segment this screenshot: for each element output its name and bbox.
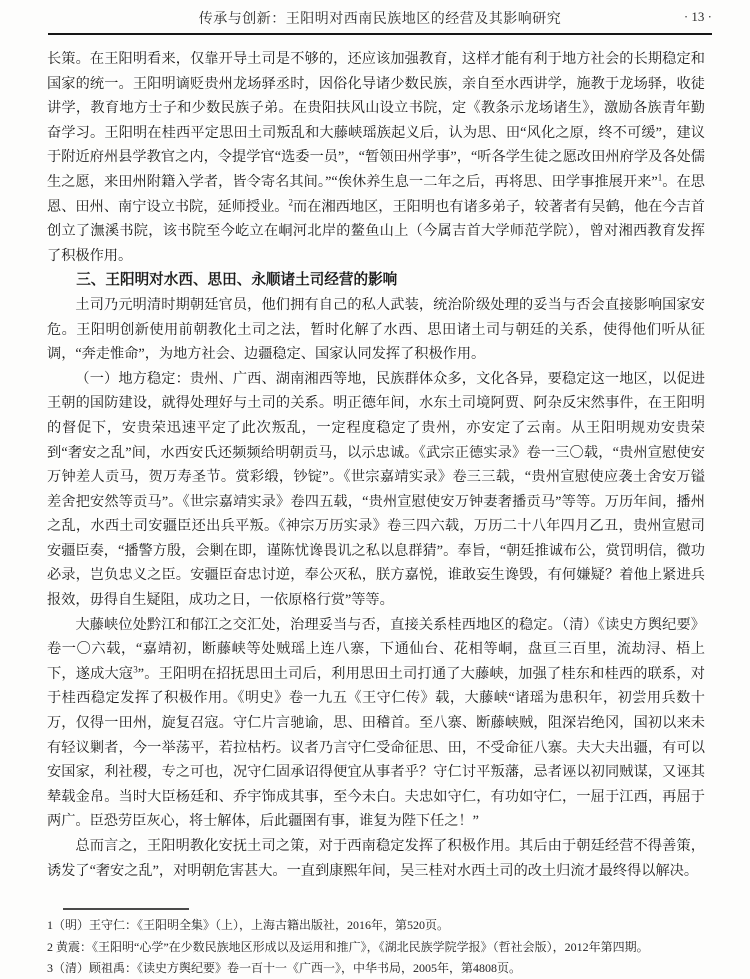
body-paragraph: 土司乃元明清时期朝廷官员，他们拥有自己的私人武装，统治阶级处理的妥当与否会直接影响国家安危。王阳明创新使用前朝教化土司之法，暂时化解了水西、思田诸土司与朝廷的关系，使得他们听从征调，“奔走惟命”，为地方社会、边疆稳定、国家认同发挥了积极作用。 <box>47 296 705 363</box>
running-title: 传承与创新：王阳明对西南民族地区的经营及其影响研究 <box>198 12 562 27</box>
page-header <box>48 8 712 30</box>
footnote-reference: 1 <box>657 172 663 183</box>
footnote-list <box>47 915 707 979</box>
footnote-reference: 3 <box>133 664 138 675</box>
footnote-reference: 2 <box>288 196 294 207</box>
article-body <box>47 47 705 883</box>
body-paragraph: 长策。在王阳明看来，仅靠开导土司是不够的，还应该加强教育，这样才能有利于地方社会的长期稳定和国家的统一。王阳明谪贬贵州龙场驿丞时，因俗化导诸少数民族，亲自至水西讲学，施教于龙场驿，收徒讲学，教育地方士子和少数民族子弟。在贵阳扶风山设立书院，定《教条示龙场诸生》，激励各族青年勤奋学习。王阳明在桂西平定思田土司叛乱和大藤峡瑶族起义后，认为思、田“风化之原，终不可缓”，建议于附近府州县学教官之内，令提学官“选委一员”，“暂领田州学事”，“听各学生徒之愿改田州府学及各处儒生之愿，来田州附籍入学者，皆令寄名其间。”“俟休养生息一二年之后，再将思、田学事推展开来”$^1$。在思恩、田州、南宁设立书院，延师授业。$^2$而在湘西地区，王阳明也有诸多弟子，较著者有吴鹤，他在今吉首创立了潕溪书院，该书院至今屹立在峒河北岸的鳌鱼山上（今属吉首大学师范学院），曾对湘西教育发挥了积极作用。 <box>47 51 705 264</box>
body-paragraph: 总而言之，王阳明教化安抚土司之策，对于西南稳定发挥了积极作用。其后由于朝廷经营不得善策，诱发了“奢安之乱”，对明朝危害甚大。一直到康熙年间，吴三桂对水西土司的改土归流才最终得以解决。 <box>47 838 705 879</box>
body-paragraph: （一）地方稳定：贵州、广西、湖南湘西等地，民族群体众多，文化各异，要稳定这一地区，以促进王朝的国防建设，就得处理好与土司的关系。明正德年间，水东土司境阿贾、阿杂反宋然事件，在王阳明的督促下，安贵荣迅速平定了此次叛乱，一定程度稳定了贵州，亦安定了云南。从王阳明规劝安贵荣到“奢安之乱”间，水西安氏还频频给明朝贡马，以示忠诚。《武宗正德实录》卷一三〇载，“贵州宣慰使安万钟差人贡马，贺万寿圣节。赏彩缎，钞锭”。《世宗嘉靖实录》卷三三载，“贵州宣慰使应袭土舍安万镒差舍把安然等贡马”。《世宗嘉靖实录》卷四五载，“贵州宣慰使安万钟妻奢播贡马”等等。万历年间，播州之乱，水西土司安疆臣还出兵平叛。《神宗万历实录》卷三四六载，万历二十八年四月乙丑，贵州宣慰司安疆臣奏，“播警方殷，会剿在即，谨陈忧谗畏讥之私以息群猜”。奉旨，“朝廷推诚布公，赏罚明信，微功必录，岂负忠义之臣。安疆臣奋忠讨逆，奉公灭私，朕方嘉悦，谁敢妄生谗毁，有何嫌疑？着他上紧进兵报效，毋得自生疑阻，成功之日，一依原格行赏”等等。 <box>47 370 705 609</box>
section-heading: 三、王阳明对水西、思田、永顺诸土司经营的影响 <box>76 272 398 289</box>
footnote-item: 3（清）顾祖禹：《读史方舆纪要》卷一百十一《广西一》，中华书局，2005年，第4808页。 <box>47 961 522 975</box>
page-number: · 13 · <box>683 9 712 24</box>
footnote-separator-rule <box>63 908 189 910</box>
body-paragraph: 大藤峡位处黔江和郁江之交汇处，治理妥当与否，直接关系桂西地区的稳定。（清）《读史方舆纪要》卷一〇六载，“嘉靖初，断藤峡等处贼瑶上连八寨，下通仙台、花相等峒，盘亘三百里，流劫浔、梧上下，遂成大寇$^3$”。王阳明在招抚思田土司后，利用思田土司打通了大藤峡，加强了桂东和桂西的联系，对于桂西稳定发挥了积极作用。《明史》卷一九五《王守仁传》载，大藤峡“诸瑶为患积年，初尝用兵数十万，仅得一田州，旋复召寇。守仁片言驰谕，思、田稽首。至八寨、断藤峡贼，阻深岩绝冈，国初以来未有轻议剿者，今一举荡平，若拉枯朽。议者乃言守仁受命征思、田，不受命征八寨。夫大夫出疆，有可以安国家，利社稷，专之可也，况守仁固承诏得便宜从事者乎？守仁讨平叛藩，忌者诬以初同贼谋，又诬其辇载金帛。当时大臣杨廷和、乔宇饰成其事，至今未白。夫忠如守仁，有功如守仁，一屈于江西，再屈于两广。臣恐劳臣灰心，将士解体，后此疆圉有事，谁复为陛下任之！” <box>47 616 705 830</box>
header-rule <box>48 33 712 35</box>
footnotes-section <box>47 908 707 979</box>
footnote-item: 2 黄震：《王阳明“心学”在少数民族地区形成以及运用和推广》，《湖北民族学院学报》（哲社会版），2012年第四期。 <box>47 939 649 954</box>
footnote-item: 1（明）王守仁：《王阳明全集》（上），上海古籍出版社，2016年，第520页。 <box>47 918 450 932</box>
